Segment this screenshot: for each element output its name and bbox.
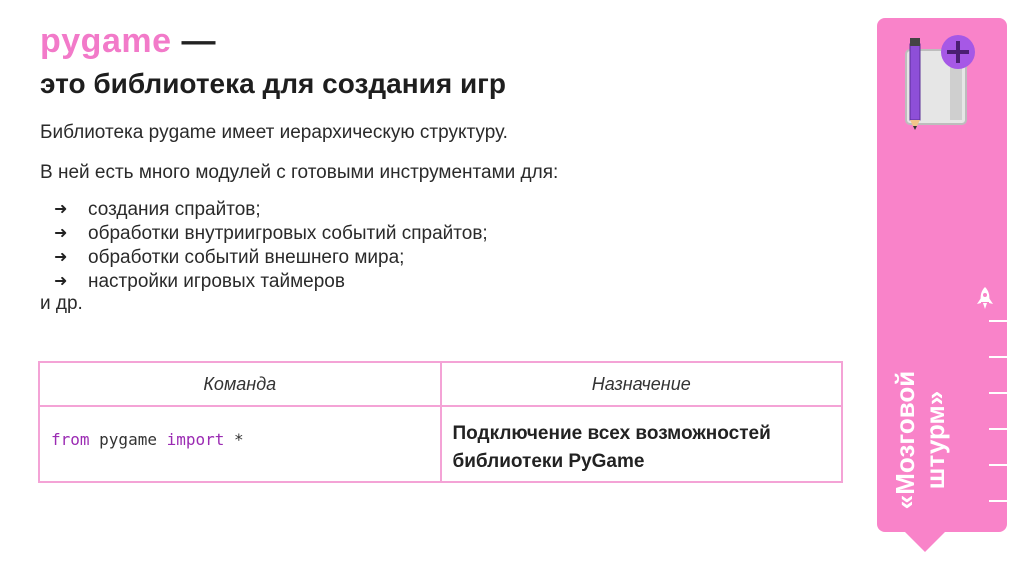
command-cell — [39, 406, 441, 482]
column-header-purpose: Назначение — [441, 362, 843, 406]
ruler-tick — [989, 464, 1007, 466]
command-table — [38, 361, 843, 483]
ruler-tick — [989, 392, 1007, 394]
intro-paragraph-2: В ней есть много модулей с готовыми инструментами для: — [40, 162, 559, 183]
description-line-1: Подключение всех возможностей — [452, 423, 771, 444]
code-star: * — [224, 430, 244, 449]
rocket-icon — [975, 286, 995, 310]
list-item-text: создания спрайтов; — [88, 199, 261, 220]
ruler-tick — [989, 500, 1007, 502]
description-text — [443, 408, 841, 476]
code-keyword-from: from — [51, 430, 90, 449]
ruler-tick — [989, 320, 1007, 322]
bullet-list — [54, 198, 488, 294]
code-snippet — [41, 408, 439, 449]
list-item-text: обработки внутриигровых событий спрайтов; — [88, 223, 488, 244]
code-keyword-import: import — [166, 430, 225, 449]
sidebar-title-line-2: штурм» — [920, 390, 950, 490]
arrow-right-icon: ➜ — [54, 201, 68, 218]
list-item — [54, 246, 488, 270]
ruler-tick — [989, 428, 1007, 430]
list-item — [54, 222, 488, 246]
slide-subtitle: это библиотека для создания игр — [40, 68, 506, 99]
ruler-tick — [989, 356, 1007, 358]
ruler-ticks — [986, 320, 1007, 520]
notebook-pencil-plus-icon — [900, 30, 980, 130]
arrow-right-icon: ➜ — [54, 225, 68, 242]
code-module: pygame — [89, 430, 167, 449]
title-accent: pygame — [40, 22, 172, 60]
title-dash: — — [181, 22, 216, 60]
list-item-text: настройки игровых таймеров — [88, 271, 345, 292]
table-header-row — [39, 362, 842, 406]
table-row — [39, 406, 842, 482]
arrow-right-icon: ➜ — [54, 249, 68, 266]
sidebar-title-line-1: «Мозговой — [890, 370, 920, 510]
description-line-2: библиотеки PyGame — [452, 451, 645, 472]
slide-title — [40, 22, 216, 61]
column-header-command: Команда — [39, 362, 441, 406]
sidebar-notch — [903, 530, 947, 552]
description-cell — [441, 406, 843, 482]
list-item-text: обработки событий внешнего мира; — [88, 247, 405, 268]
list-item — [54, 198, 488, 222]
intro-paragraph-1: Библиотека pygame имеет иерархическую структуру. — [40, 122, 508, 143]
sidebar-title — [880, 350, 960, 530]
list-tail: и др. — [40, 293, 83, 314]
list-item — [54, 270, 488, 294]
sidebar-title-text — [890, 371, 950, 509]
arrow-right-icon: ➜ — [54, 273, 68, 290]
